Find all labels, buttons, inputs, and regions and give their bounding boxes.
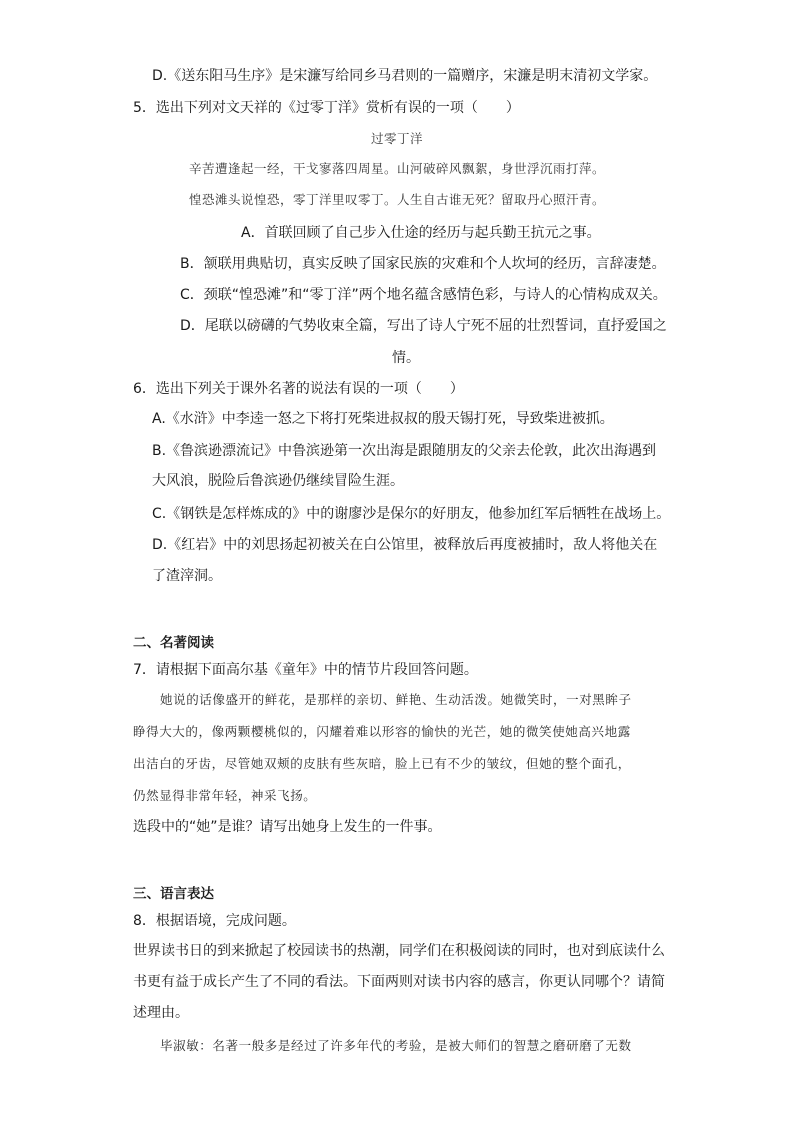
q5-option-d: D．尾联以磅礴的气势收束全篇，写出了诗人宁死不屈的壮烈誓词，直抒爱国之 [180, 318, 667, 334]
poem-line-2: 惶恐滩头说惶恐，零丁洋里叹零丁。人生自古谁无死？留取丹心照汗青。 [188, 192, 605, 207]
q6-option-b: B.《鲁滨逊漂流记》中鲁滨逊第一次出海是跟随朋友的父亲去伦敦，此次出海遇到 [152, 443, 657, 459]
q8-stem: 8．根据语境，完成问题。 [133, 913, 296, 929]
q6-option-d: D.《红岩》中的刘思扬起初被关在白公馆里，被释放后再度被捕时，敌人将他关在 [152, 537, 658, 553]
q5-option-a: A．首联回顾了自己步入仕途的经历与起兵勤王抗元之事。 [241, 225, 601, 241]
section-3-title: 三、语言表达 [133, 886, 214, 902]
q5-option-b: B．颔联用典贴切，真实反映了国家民族的灾难和个人坎坷的经历，言辞凄楚。 [180, 256, 666, 272]
q7-passage-line-4: 仍然显得非常年轻，神采飞扬。 [133, 788, 317, 803]
q8-quote-line-1: 毕淑敏：名著一般多是经过了许多年代的考验，是被大师们的智慧之磨研磨了无数 [160, 1038, 632, 1053]
q5-option-c: C．颈联“惶恐滩”和“零丁洋”两个地名蕴含感情色彩，与诗人的心情构成双关。 [180, 287, 667, 303]
q5-option-d-cont: 情。 [392, 350, 420, 366]
section-2-title: 二、名著阅读 [133, 635, 214, 651]
q4-option-d: D.《送东阳马生序》是宋濂写给同乡马君则的一篇赠序，宋濂是明末清初文学家。 [152, 68, 658, 84]
q8-paragraph-line-3: 述理由。 [133, 1005, 189, 1021]
q7-passage-line-3: 出洁白的牙齿，尽管她双颊的皮肤有些灰暗，脸上已有不少的皱纹，但她的整个面孔， [133, 756, 631, 771]
q6-option-d-cont: 了渣滓洞。 [152, 568, 222, 584]
poem-title: 过零丁洋 [370, 131, 423, 146]
q7-passage-line-1: 她说的话像盛开的鲜花，是那样的亲切、鲜艳、生动活泼。她微笑时，一对黑眸子 [160, 692, 632, 707]
q8-paragraph-line-1: 世界读书日的到来掀起了校园读书的热潮，同学们在积极阅读的同时，也对到底读什么 [133, 943, 665, 959]
q7-question: 选段中的“她”是谁？请写出她身上发生的一件事。 [133, 819, 442, 835]
q6-option-a: A.《水浒》中李逵一怒之下将打死柴进叔叔的殷天锡打死，导致柴进被抓。 [152, 411, 614, 427]
q7-stem: 7．请根据下面高尔基《童年》中的情节片段回答问题。 [133, 662, 478, 678]
q6-option-c: C.《钢铁是怎样炼成的》中的谢廖沙是保尔的好朋友，他参加红军后牺牲在战场上。 [152, 506, 671, 522]
q8-paragraph-line-2: 书更有益于成长产生了不同的看法。下面两则对读书内容的感言，你更认同哪个？请简 [133, 974, 665, 990]
q6-stem: 6．选出下列关于课外名著的说法有误的一项（ ） [133, 381, 464, 397]
poem-line-1: 辛苦遭逢起一经，干戈寥落四周星。山河破碎风飘絮，身世浮沉雨打萍。 [188, 161, 605, 176]
q7-passage-line-2: 睁得大大的，像两颗樱桃似的，闪耀着难以形容的愉快的光芒，她的微笑使她高兴地露 [133, 724, 631, 739]
q5-stem: 5．选出下列对文天祥的《过零丁洋》赏析有误的一项（ ） [133, 100, 520, 116]
q6-option-b-cont: 大风浪，脱险后鲁滨逊仍继续冒险生涯。 [152, 473, 404, 489]
